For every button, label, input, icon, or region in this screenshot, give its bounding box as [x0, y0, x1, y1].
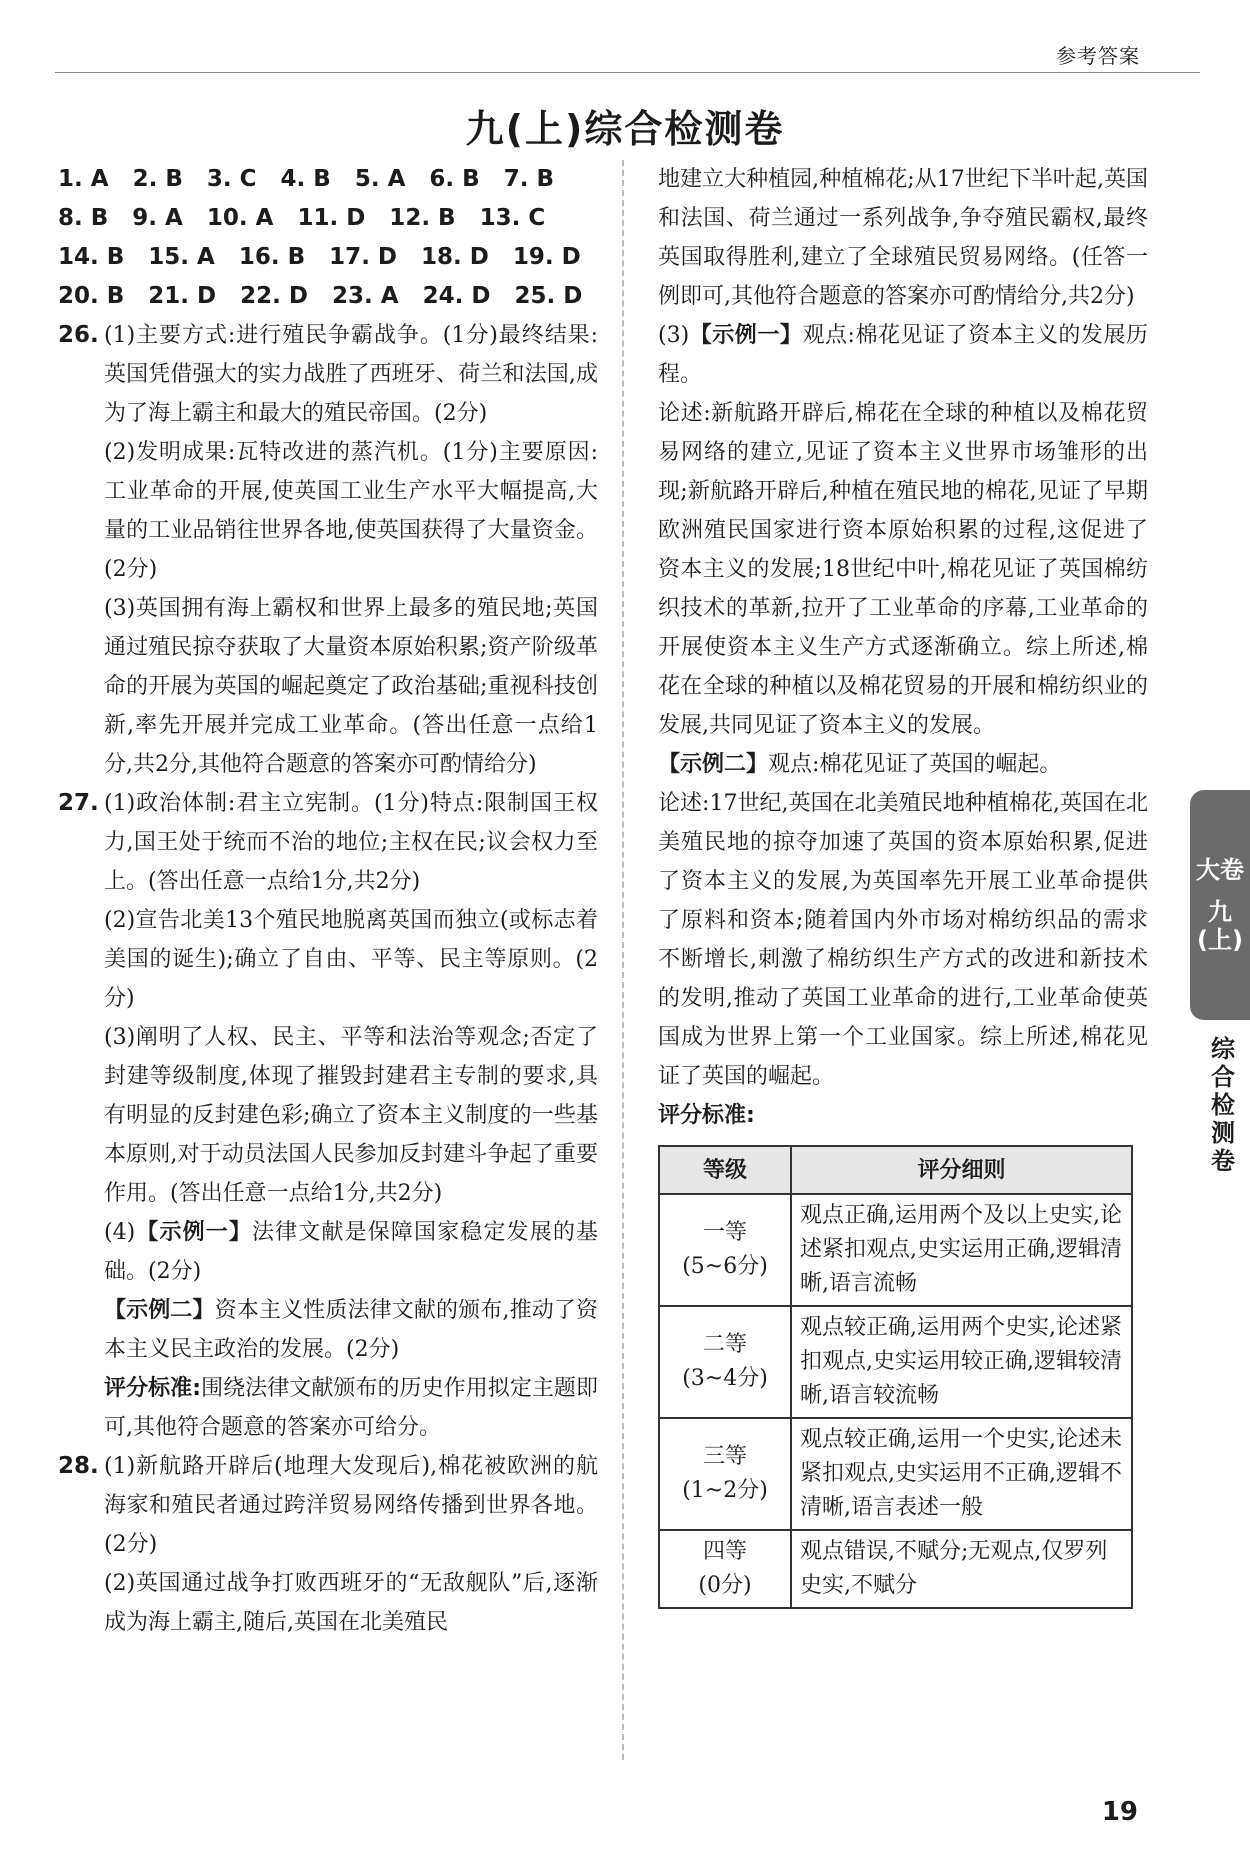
question-28: [58, 1447, 598, 1642]
question-27: [58, 784, 598, 1447]
paragraph-text: 法律文献是保障国家稳定发展的基础。(2分): [104, 1220, 598, 1284]
example-tag: 【示例一】: [135, 1220, 253, 1245]
answer-paragraph: (1)新航路开辟后(地理大发现后),棉花被欧洲的航海家和殖民者通过跨洋贸易网络传播到世界各地。(2分): [104, 1454, 598, 1557]
detail-cell: 观点较正确,运用一个史实,论述未紧扣观点,史实运用不正确,逻辑不清晰,语言表述一般: [791, 1418, 1132, 1530]
mc-row: 14. B 15. A 16. B 17. D 18. D 19. D: [58, 244, 581, 270]
answer-paragraph: [658, 316, 1148, 394]
level-score: (5~6分): [682, 1254, 768, 1279]
table-row: [659, 1306, 1132, 1418]
level-score: (3~4分): [682, 1366, 768, 1391]
level-cell: [659, 1418, 791, 1530]
multiple-choice-answers: [58, 160, 598, 316]
paragraph-text: 观点:棉花见证了英国的崛起。: [768, 752, 1062, 777]
answer-paragraph: [104, 1291, 598, 1369]
paragraph-text: 资本主义性质法律文献的颁布,推动了资本主义民主政治的发展。(2分): [104, 1298, 598, 1362]
answer-paragraph: (2)英国通过战争打败西班牙的“无敌舰队”后,逐渐成为海上霸主,随后,英国在北美殖民: [104, 1571, 598, 1635]
level-score: (0分): [698, 1573, 752, 1598]
answer-paragraph: (2)发明成果:瓦特改进的蒸汽机。(1分)主要原因:工业革命的开展,使英国工业生产水平大幅提高,大量的工业品销往世界各地,使英国获得了大量资金。(2分): [104, 440, 598, 582]
side-tab-subtitle: 综合检测卷: [1211, 1035, 1235, 1175]
answer-paragraph: [104, 1213, 598, 1291]
example-tag: 【示例一】: [689, 323, 803, 348]
answer-paragraph: (3)英国拥有海上霸权和世界上最多的殖民地;英国通过殖民掠夺获取了大量资本原始积累;资产阶级革命的开展为英国的崛起奠定了政治基础;重视科技创新,率先开展并完成工业革命。(答出任意一点给1分,共2分,其他符合题意的答案亦可酌情给分): [104, 596, 598, 777]
level-name: 一等: [702, 1220, 747, 1245]
answer-paragraph: 论述:17世纪,英国在北美殖民地种植棉花,英国在北美殖民地的掠夺加速了英国的资本原始积累,促进了资本主义的发展,为英国率先开展工业革命提供了原料和资本;随着国内外市场对棉纺织品的需求不断增长,刺激了棉纺织生产方式的改进和新技术的发明,推动了英国工业革命的进行,工业革命使英国成为世界上第一个工业国家。综上所述,棉花见证了英国的崛起。: [658, 791, 1148, 1089]
page-title: 九(上)综合检测卷: [465, 107, 785, 151]
level-cell: [659, 1194, 791, 1306]
answer-paragraph: (1)政治体制:君主立宪制。(1分)特点:限制国王权力,国王处于统而不治的地位;主权在民;议会权力至上。(答出任意一点给1分,共2分): [104, 791, 598, 894]
table-row: [659, 1530, 1132, 1608]
grading-tag: 评分标准:: [104, 1376, 202, 1401]
example-tag: 【示例二】: [104, 1298, 215, 1323]
paragraph-prefix: (4): [104, 1220, 136, 1245]
question-26: [58, 316, 598, 784]
answer-paragraph: 地建立大种植园,种植棉花;从17世纪下半叶起,英国和法国、荷兰通过一系列战争,争夺殖民霸权,最终英国取得胜利,建立了全球殖民贸易网络。(任答一例即可,其他符合题意的答案亦可酌情给分,共2分): [658, 167, 1148, 309]
table-header: 评分细则: [791, 1146, 1132, 1194]
side-tab-line2: 九(上): [1197, 898, 1243, 954]
answer-paragraph: [658, 745, 1148, 784]
table-header-row: [659, 1146, 1132, 1194]
level-name: 四等: [702, 1539, 747, 1564]
detail-cell: 观点较正确,运用两个史实,论述紧扣观点,史实运用较正确,逻辑较清晰,语言较流畅: [791, 1306, 1132, 1418]
table-row: [659, 1194, 1132, 1306]
table-header: 等级: [659, 1146, 791, 1194]
column-divider: [622, 160, 624, 1760]
level-score: (1~2分): [682, 1478, 768, 1503]
question-number: 27.: [58, 790, 99, 816]
answer-paragraph: (3)阐明了人权、民主、平等和法治等观念;否定了封建等级制度,体现了摧毁封建君主专制的要求,具有明显的反封建色彩;确立了资本主义制度的一些基本原则,对于动员法国人民参加反封建斗争起了重要作用。(答出任意一点给1分,共2分): [104, 1025, 598, 1206]
paragraph-text: 围绕法律文献颁布的历史作用拟定主题即可,其他符合题意的答案亦可给分。: [104, 1376, 598, 1440]
side-tab-line1: 大卷: [1196, 856, 1244, 884]
detail-cell: 观点正确,运用两个及以上史实,论述紧扣观点,史实运用正确,逻辑清晰,语言流畅: [791, 1194, 1132, 1306]
answer-paragraph: (2)宣告北美13个殖民地脱离英国而独立(或标志着美国的诞生);确立了自由、平等、民主等原则。(2分): [104, 908, 598, 1011]
answer-paragraph: [104, 1369, 598, 1447]
paragraph-prefix: (3): [658, 323, 690, 348]
level-cell: [659, 1306, 791, 1418]
header-rule: [55, 72, 1200, 73]
side-tab: [1190, 790, 1250, 1020]
detail-cell: 观点错误,不赋分;无观点,仅罗列史实,不赋分: [791, 1530, 1132, 1608]
table-row: [659, 1418, 1132, 1530]
answer-paragraph: 论述:新航路开辟后,棉花在全球的种植以及棉花贸易网络的建立,见证了资本主义世界市场雏形的出现;新航路开辟后,种植在殖民地的棉花,见证了早期欧洲殖民国家进行资本原始积累的过程,这促进了资本主义的发展;18世纪中叶,棉花见证了英国棉纺织技术的革新,拉开了工业革命的序幕,工业革命的开展使资本主义生产方式逐渐确立。综上所述,棉花在全球的种植以及棉花贸易的开展和棉纺织业的发展,共同见证了资本主义的发展。: [658, 401, 1148, 738]
right-column: [658, 160, 1148, 1609]
left-column: [58, 160, 598, 1642]
level-name: 三等: [702, 1444, 747, 1469]
grading-table: [658, 1145, 1133, 1609]
level-cell: [659, 1530, 791, 1608]
page-number: 19: [1101, 1797, 1138, 1827]
grading-label: 评分标准:: [658, 1103, 755, 1128]
level-name: 二等: [702, 1332, 747, 1357]
question-number: 28.: [58, 1453, 99, 1479]
header-label: 参考答案: [1056, 44, 1140, 68]
mc-row: 20. B 21. D 22. D 23. A 24. D 25. D: [58, 283, 583, 309]
question-number: 26.: [58, 322, 99, 348]
mc-row: 1. A 2. B 3. C 4. B 5. A 6. B 7. B: [58, 166, 554, 192]
answer-paragraph: (1)主要方式:进行殖民争霸战争。(1分)最终结果:英国凭借强大的实力战胜了西班牙、荷兰和法国,成为了海上霸主和最大的殖民帝国。(2分): [104, 323, 598, 426]
example-tag: 【示例二】: [658, 752, 769, 777]
paragraph-text: 观点:棉花见证了资本主义的发展历程。: [658, 323, 1148, 387]
mc-row: 8. B 9. A 10. A 11. D 12. B 13. C: [58, 205, 546, 231]
